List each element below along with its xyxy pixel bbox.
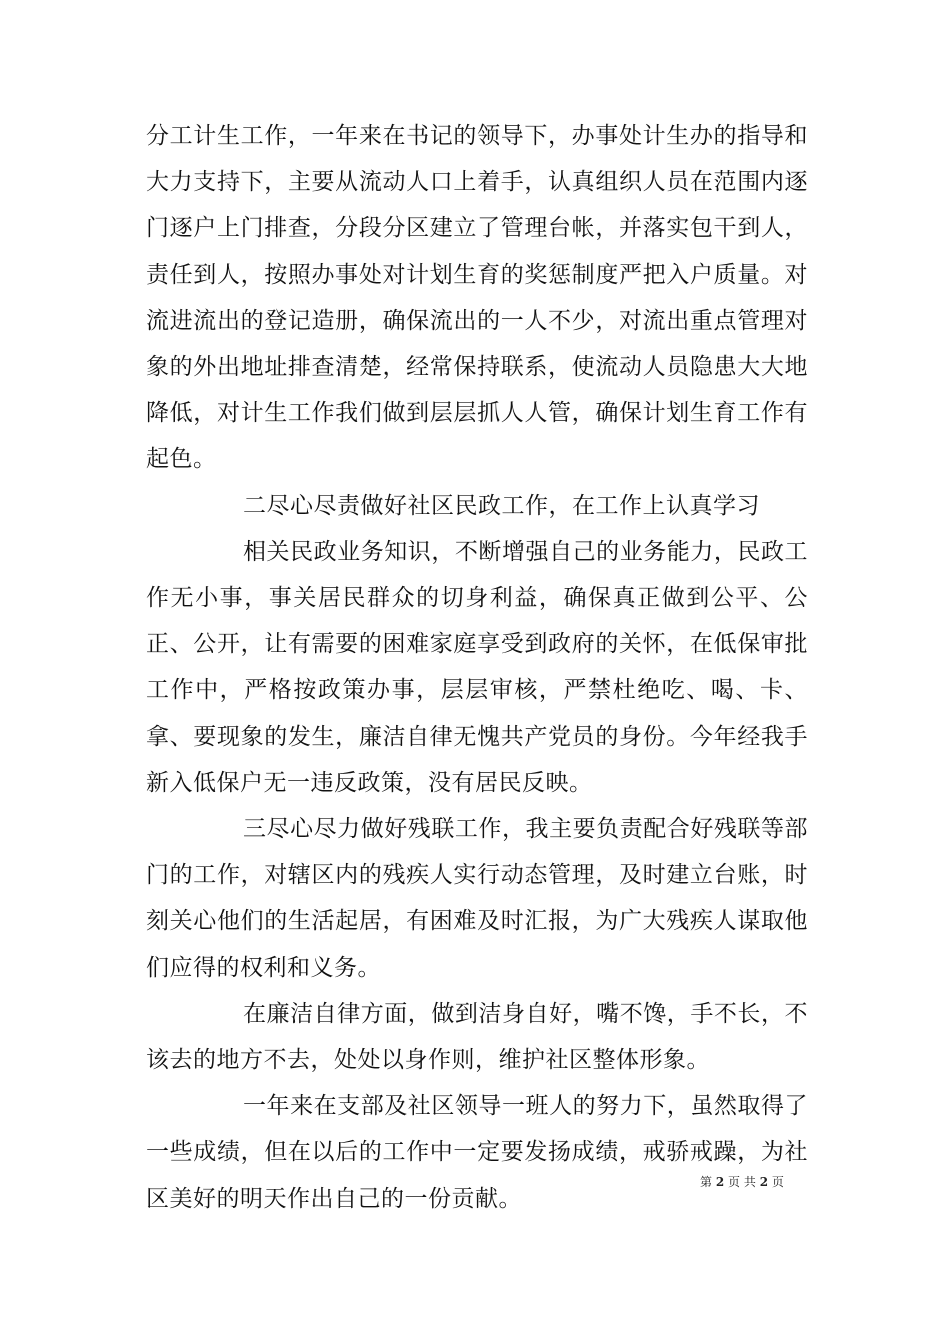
paragraph-disability-federation: 三尽心尽力做好残联工作，我主要负责配合好残联等部门的工作，对辖区内的残疾人实行动态管理，及时建立台账，时刻关心他们的生活起居，有困难及时汇报，为广大残疾人谋取他们应得的权利和义务。 [146, 816, 808, 981]
section-heading-civil-affairs: 二尽心尽责做好社区民政工作，在工作上认真学习 [243, 492, 760, 519]
document-body [146, 113, 808, 1222]
footer-suffix: 页 [771, 1175, 784, 1189]
paragraph-family-planning: 分工计生工作，一年来在书记的领导下，办事处计生办的指导和大力支持下，主要从流动人口上着手，认真组织人员在范围内逐门逐户上门排查，分段分区建立了管理台帐，并落实包干到人，责任到人，按照办事处对计划生育的奖惩制度严把入户质量。对流进流出的登记造册，确保流出的一人不少，对流出重点管理对象的外出地址排查清楚，经常保持联系，使流动人员隐患大大地降低，对计生工作我们做到层层抓人人管，确保计划生育工作有起色。 [146, 123, 808, 473]
paragraph-civil-affairs: 相关民政业务知识，不断增强自己的业务能力，民政工作无小事，事关居民群众的切身利益，确保真正做到公平、公正、公开，让有需要的困难家庭享受到政府的关怀，在低保审批工作中，严格按政策办事，层层审核，严禁杜绝吃、喝、卡、拿、要现象的发生，廉洁自律无愧共产党员的身份。今年经我手新入低保户无一违反政策，没有居民反映。 [146, 538, 808, 796]
footer-prefix: 第 [700, 1175, 713, 1189]
footer-middle: 页 共 [728, 1175, 756, 1189]
footer-total-pages: 2 [759, 1175, 769, 1189]
paragraph-integrity: 在廉洁自律方面，做到洁身自好，嘴不馋，手不长，不该去的地方不去，处处以身作则，维护社区整体形象。 [146, 1000, 808, 1074]
paragraph-conclusion: 一年来在支部及社区领导一班人的努力下，虽然取得了一些成绩，但在以后的工作中一定要发扬成绩，戒骄戒躁，为社区美好的明天作出自己的一份贡献。 [146, 1093, 808, 1212]
footer-current-page: 2 [715, 1175, 725, 1189]
page-number-footer [700, 1174, 850, 1190]
